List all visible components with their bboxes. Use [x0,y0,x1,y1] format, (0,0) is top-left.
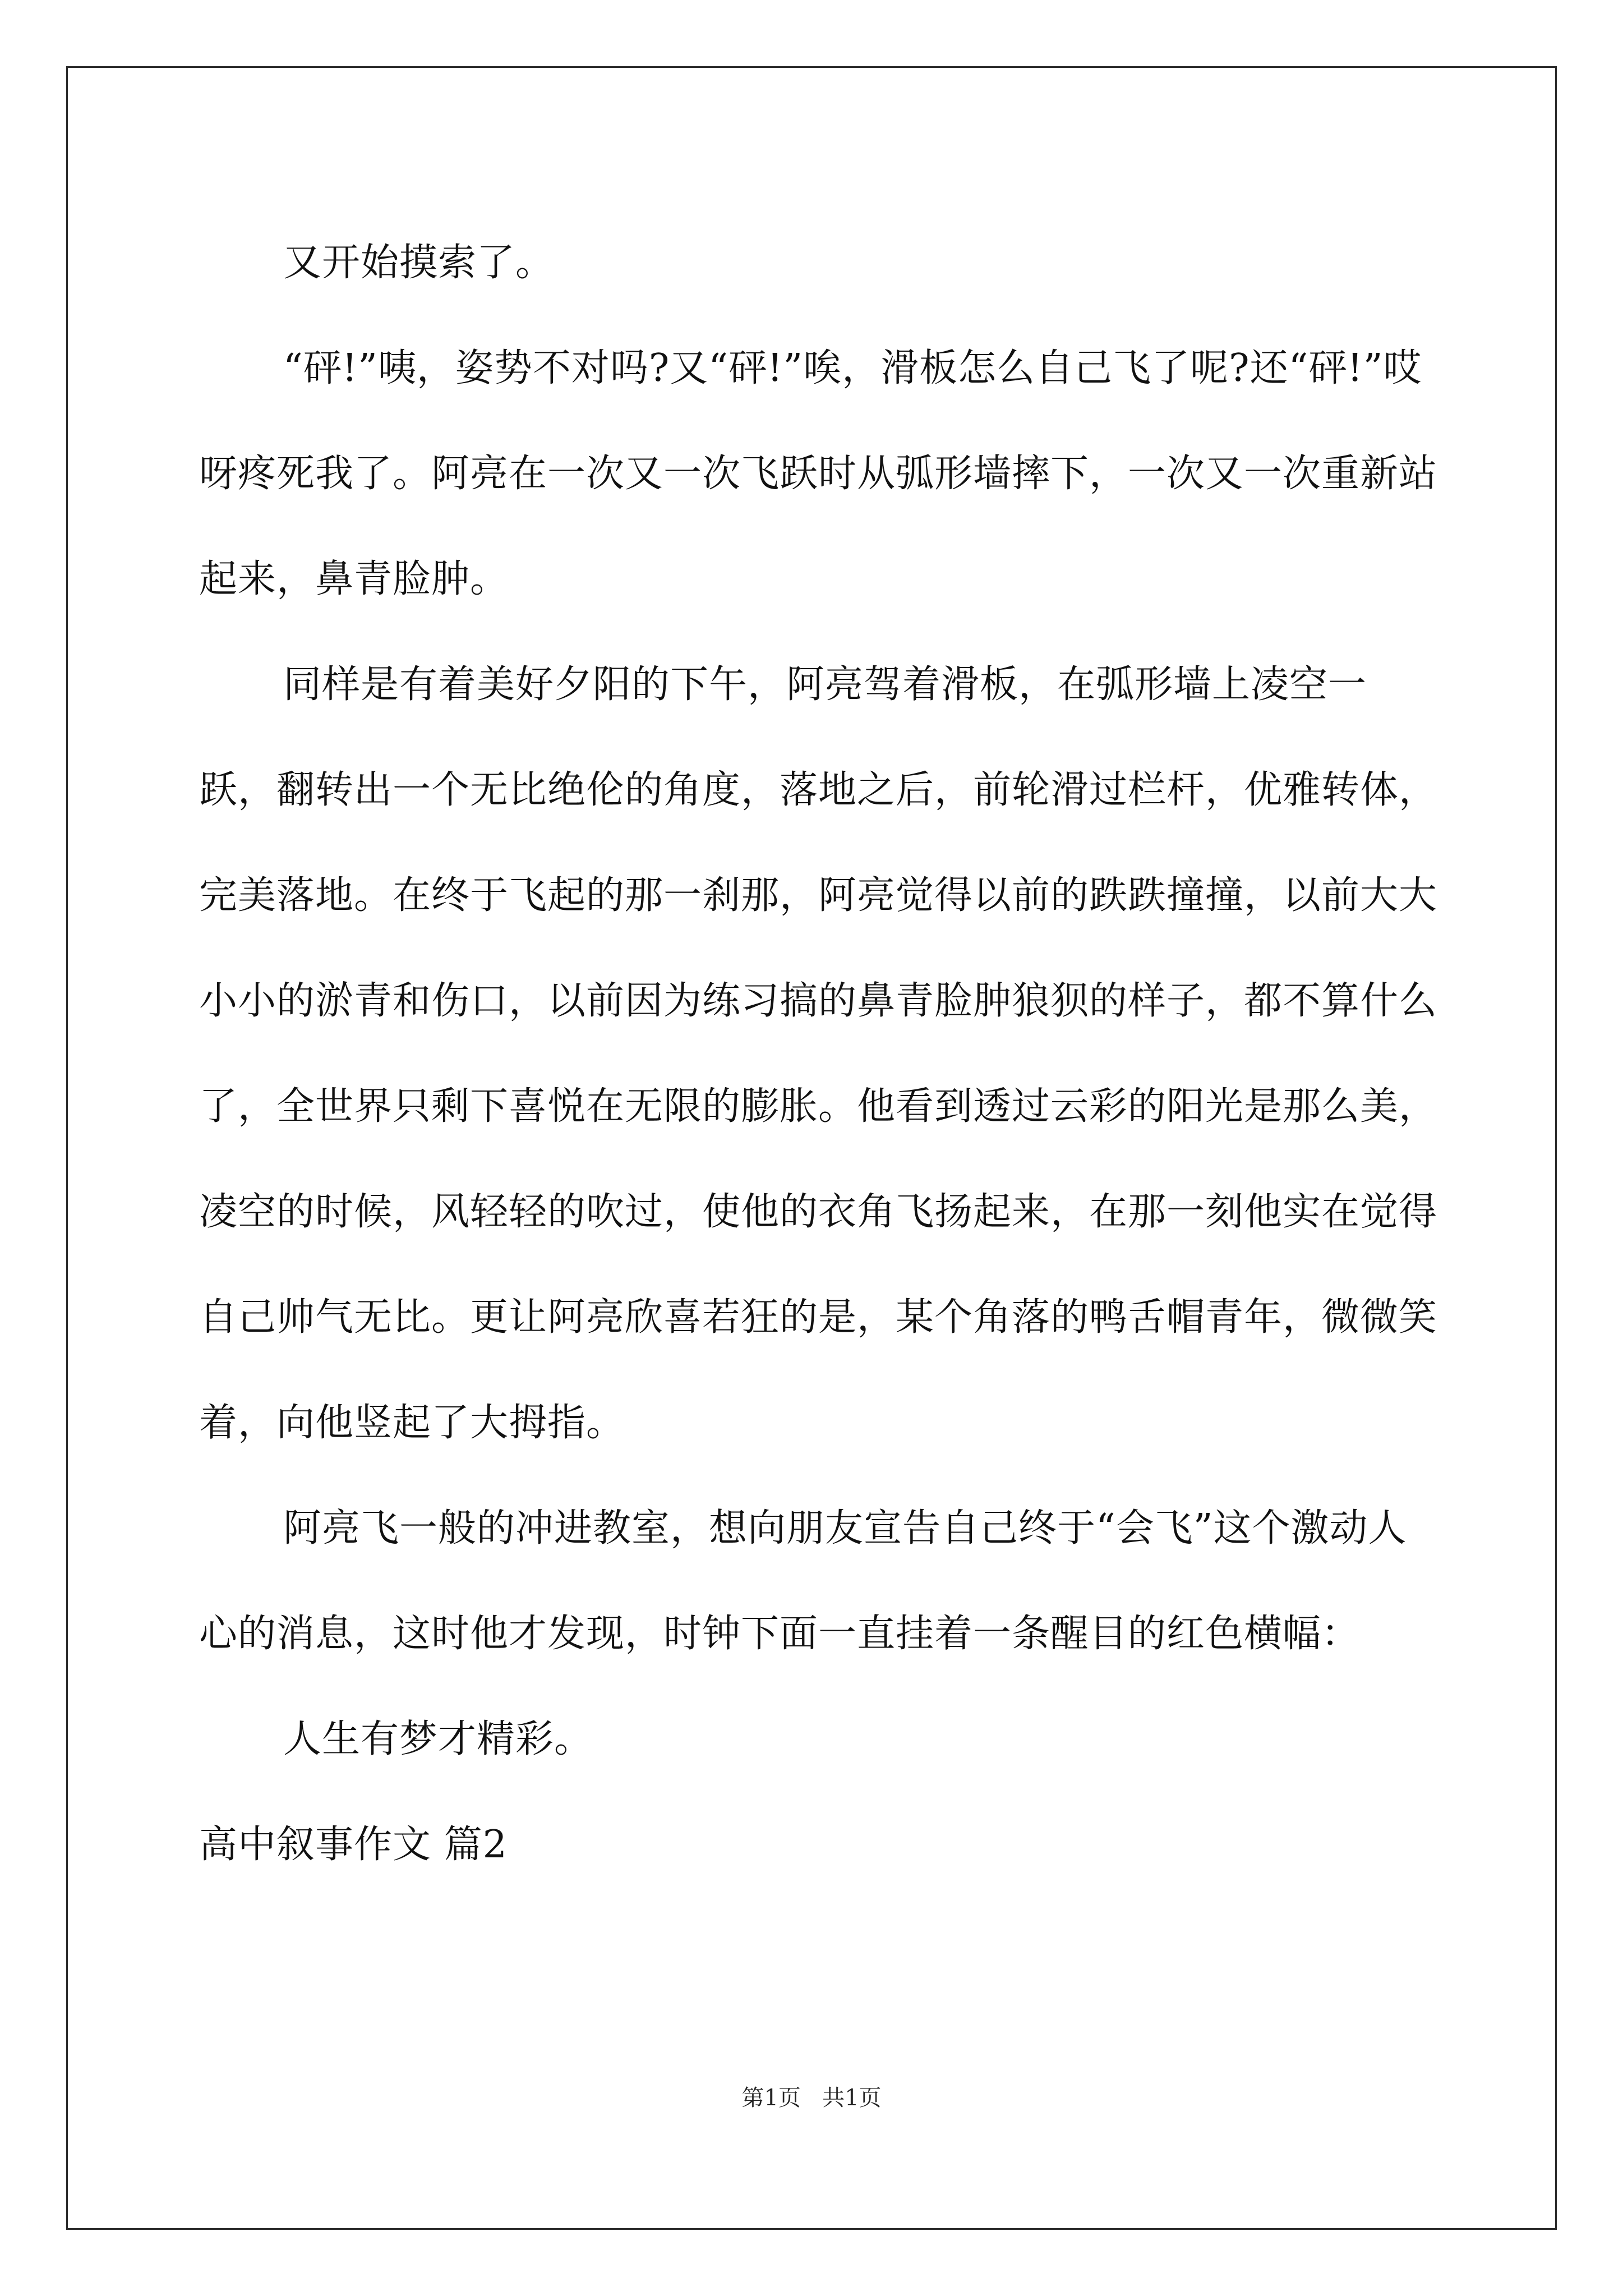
paragraph-5: 人生有梦才精彩。 [283,1717,593,1761]
paragraph-2: “砰!”咦，姿势不对吗?又“砰!”唉，滑板怎么自己飞了呢?还“砰!”哎呀疼死我了。阿亮在一次又一次飞跃时从弧形墙摔下，一次又一次重新站起来，鼻青脸肿。 [199,346,1438,601]
page-total: 共1页 [822,2085,882,2111]
page-footer [0,2081,1623,2115]
section-heading: 高中叙事作文 篇2 [199,1823,508,1867]
paragraph-4: 阿亮飞一般的冲进教室，想向朋友宣告自己终于“会飞”这个激动人心的消息，这时他才发现，时钟下面一直挂着一条醒目的红色横幅： [199,1506,1407,1656]
document-body [199,210,1438,1898]
page-number: 第1页 [741,2085,801,2111]
paragraph-3: 同样是有着美好夕阳的下午，阿亮驾着滑板，在弧形墙上凌空一跃，翻转出一个无比绝伦的角度，落地之后，前轮滑过栏杆，优雅转体，完美落地。在终于飞起的那一刹那，阿亮觉得以前的跌跌撞撞，以前大大小小的淤青和伤口，以前因为练习搞的鼻青脸肿狼狈的样子，都不算什么了，全世界只剩下喜悦在无限的膨胀。他看到透过云彩的阳光是那么美，凌空的时候，风轻轻的吹过，使他的衣角飞扬起来，在那一刻他实在觉得自己帅气无比。更让阿亮欣喜若狂的是，某个角落的鸭舌帽青年，微微笑着，向他竖起了大拇指。 [199,662,1438,1445]
paragraph-1: 又开始摸索了。 [283,241,555,285]
